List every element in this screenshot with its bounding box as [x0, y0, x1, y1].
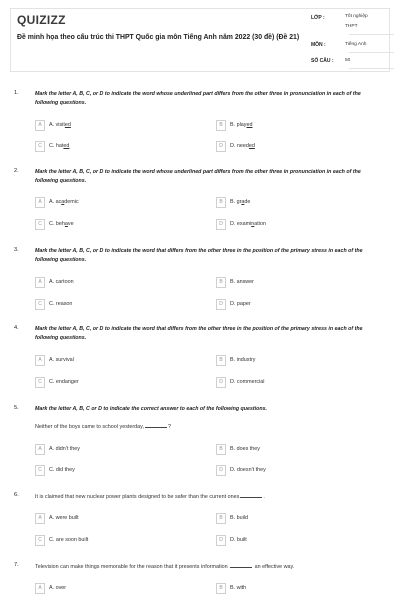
- option-letter-box: C: [35, 141, 45, 152]
- option-text: A. academic: [49, 199, 79, 205]
- option-text: A. visited: [49, 122, 71, 128]
- option-text: B. with: [230, 585, 247, 591]
- option-c[interactable]: [35, 298, 72, 310]
- option-d[interactable]: [216, 534, 247, 546]
- question-instruction: Mark the letter A, B, C, or D to indicate the word whose underlined part differs from the other three in pronunciation in each of the following questions.: [35, 91, 361, 106]
- option-d[interactable]: [216, 140, 255, 152]
- option-text: B. industry: [230, 357, 256, 363]
- option-text: B. does they: [230, 446, 260, 452]
- option-letter-box: B: [216, 583, 226, 594]
- count-divider: [349, 68, 394, 69]
- option-letter-box: B: [216, 355, 226, 366]
- option-letter-box: B: [216, 444, 226, 455]
- quizizz-logo: [17, 13, 66, 27]
- worksheet-title: Đề minh họa theo cấu trúc thi THPT Quốc gia môn Tiếng Anh năm 2022 (30 đề) (Đề 21): [17, 34, 300, 41]
- option-a[interactable]: [35, 354, 74, 366]
- option-text: C. endanger: [49, 379, 79, 385]
- option-text: A. didn't they: [49, 446, 80, 452]
- question-stem: It is claimed that new nuclear power plants designed to be safer than the current ones .: [35, 494, 265, 500]
- question-number: 2.: [14, 168, 19, 174]
- option-a[interactable]: [35, 196, 79, 208]
- option-text: C. reason: [49, 301, 73, 307]
- option-text: C. did they: [49, 467, 75, 473]
- option-letter-box: C: [35, 535, 45, 546]
- option-letter-box: A: [35, 355, 45, 366]
- answer-blank: [230, 562, 252, 568]
- option-letter-box: A: [35, 277, 45, 288]
- option-text: B. build: [230, 515, 248, 521]
- option-a[interactable]: [35, 443, 80, 455]
- question-number: 1.: [14, 90, 19, 96]
- option-letter-box: A: [35, 583, 45, 594]
- question-instruction: Mark the letter A, B, C, or D to indicate the word whose underlined part differs from the other three in pronunciation in each of the following questions.: [35, 169, 361, 184]
- option-text: B. answer: [230, 279, 254, 285]
- option-text: D. examination: [230, 221, 266, 227]
- option-text: D. paper: [230, 301, 251, 307]
- option-letter-box: B: [216, 120, 226, 131]
- class-value-line1: Tốt nghiệp: [345, 14, 368, 19]
- question-number: 7.: [14, 562, 19, 568]
- option-letter-box: D: [216, 535, 226, 546]
- option-letter-box: D: [216, 219, 226, 230]
- option-d[interactable]: [216, 298, 251, 310]
- option-a[interactable]: [35, 276, 74, 288]
- worksheet-header: [10, 8, 390, 72]
- option-a[interactable]: [35, 512, 79, 524]
- option-letter-box: A: [35, 120, 45, 131]
- count-label: SỐ CÂU :: [311, 58, 334, 64]
- option-b[interactable]: [216, 354, 255, 366]
- option-text: B. grade: [230, 199, 251, 205]
- option-text: D. doesn't they: [230, 467, 266, 473]
- subject-value: Tiếng Anh: [345, 42, 367, 47]
- class-divider: [349, 34, 394, 35]
- option-d[interactable]: [216, 376, 264, 388]
- option-text: A. were built: [49, 515, 79, 521]
- question-number: 4.: [14, 325, 19, 331]
- option-letter-box: C: [35, 299, 45, 310]
- option-text: C. hated: [49, 143, 70, 149]
- question-instruction: Mark the letter A, B, C, or D to indicate the word that differs from the other three in the position of the primary stress in each of the following questions.: [35, 248, 363, 263]
- option-text: C. behave: [49, 221, 74, 227]
- option-c[interactable]: [35, 140, 69, 152]
- option-b[interactable]: [216, 443, 260, 455]
- answer-blank: [145, 422, 167, 428]
- subject-label: MÔN :: [311, 42, 326, 48]
- class-value-line2: THPT: [345, 24, 358, 29]
- option-a[interactable]: [35, 119, 71, 131]
- option-d[interactable]: [216, 464, 266, 476]
- option-d[interactable]: [216, 218, 266, 230]
- option-b[interactable]: [216, 276, 254, 288]
- class-label: LỚP :: [311, 15, 325, 21]
- option-letter-box: A: [35, 444, 45, 455]
- option-text: B. played: [230, 122, 253, 128]
- option-text: C. are soon built: [49, 537, 89, 543]
- question-stem: Television can make things memorable for the reason that it presents information an effective way.: [35, 564, 295, 570]
- question-number: 3.: [14, 247, 19, 253]
- option-letter-box: C: [35, 465, 45, 476]
- count-value: 50: [345, 58, 351, 63]
- question-number: 6.: [14, 492, 19, 498]
- option-letter-box: A: [35, 513, 45, 524]
- option-a[interactable]: [35, 582, 66, 594]
- question-number: 5.: [14, 405, 19, 411]
- option-letter-box: D: [216, 299, 226, 310]
- option-letter-box: D: [216, 377, 226, 388]
- option-text: A. cartoon: [49, 279, 74, 285]
- option-text: A. survival: [49, 357, 74, 363]
- subject-divider: [349, 52, 394, 53]
- option-text: D. built: [230, 537, 247, 543]
- option-letter-box: B: [216, 277, 226, 288]
- option-text: D. needed: [230, 143, 255, 149]
- question-instruction: Mark the letter A, B, C, or D to indicate the word that differs from the other three in the position of the primary stress in each of the following questions.: [35, 326, 363, 341]
- logo-text: QUIZIZZ: [17, 13, 66, 27]
- option-c[interactable]: [35, 464, 75, 476]
- option-b[interactable]: [216, 512, 248, 524]
- option-letter-box: A: [35, 197, 45, 208]
- option-letter-box: D: [216, 465, 226, 476]
- option-c[interactable]: [35, 218, 74, 230]
- option-letter-box: B: [216, 197, 226, 208]
- option-text: A. over: [49, 585, 67, 591]
- option-b[interactable]: [216, 196, 250, 208]
- option-letter-box: B: [216, 513, 226, 524]
- option-c[interactable]: [35, 534, 88, 546]
- option-b[interactable]: [216, 582, 246, 594]
- option-letter-box: C: [35, 219, 45, 230]
- question-stem: Neither of the boys came to school yesterday, ?: [35, 424, 171, 430]
- answer-blank: [240, 492, 262, 498]
- option-letter-box: D: [216, 141, 226, 152]
- question-instruction: Mark the letter A, B, C or D to indicate the correct answer to each of the following questions.: [35, 406, 268, 412]
- option-letter-box: C: [35, 377, 45, 388]
- option-c[interactable]: [35, 376, 79, 388]
- option-b[interactable]: [216, 119, 252, 131]
- option-text: D. commercial: [230, 379, 265, 385]
